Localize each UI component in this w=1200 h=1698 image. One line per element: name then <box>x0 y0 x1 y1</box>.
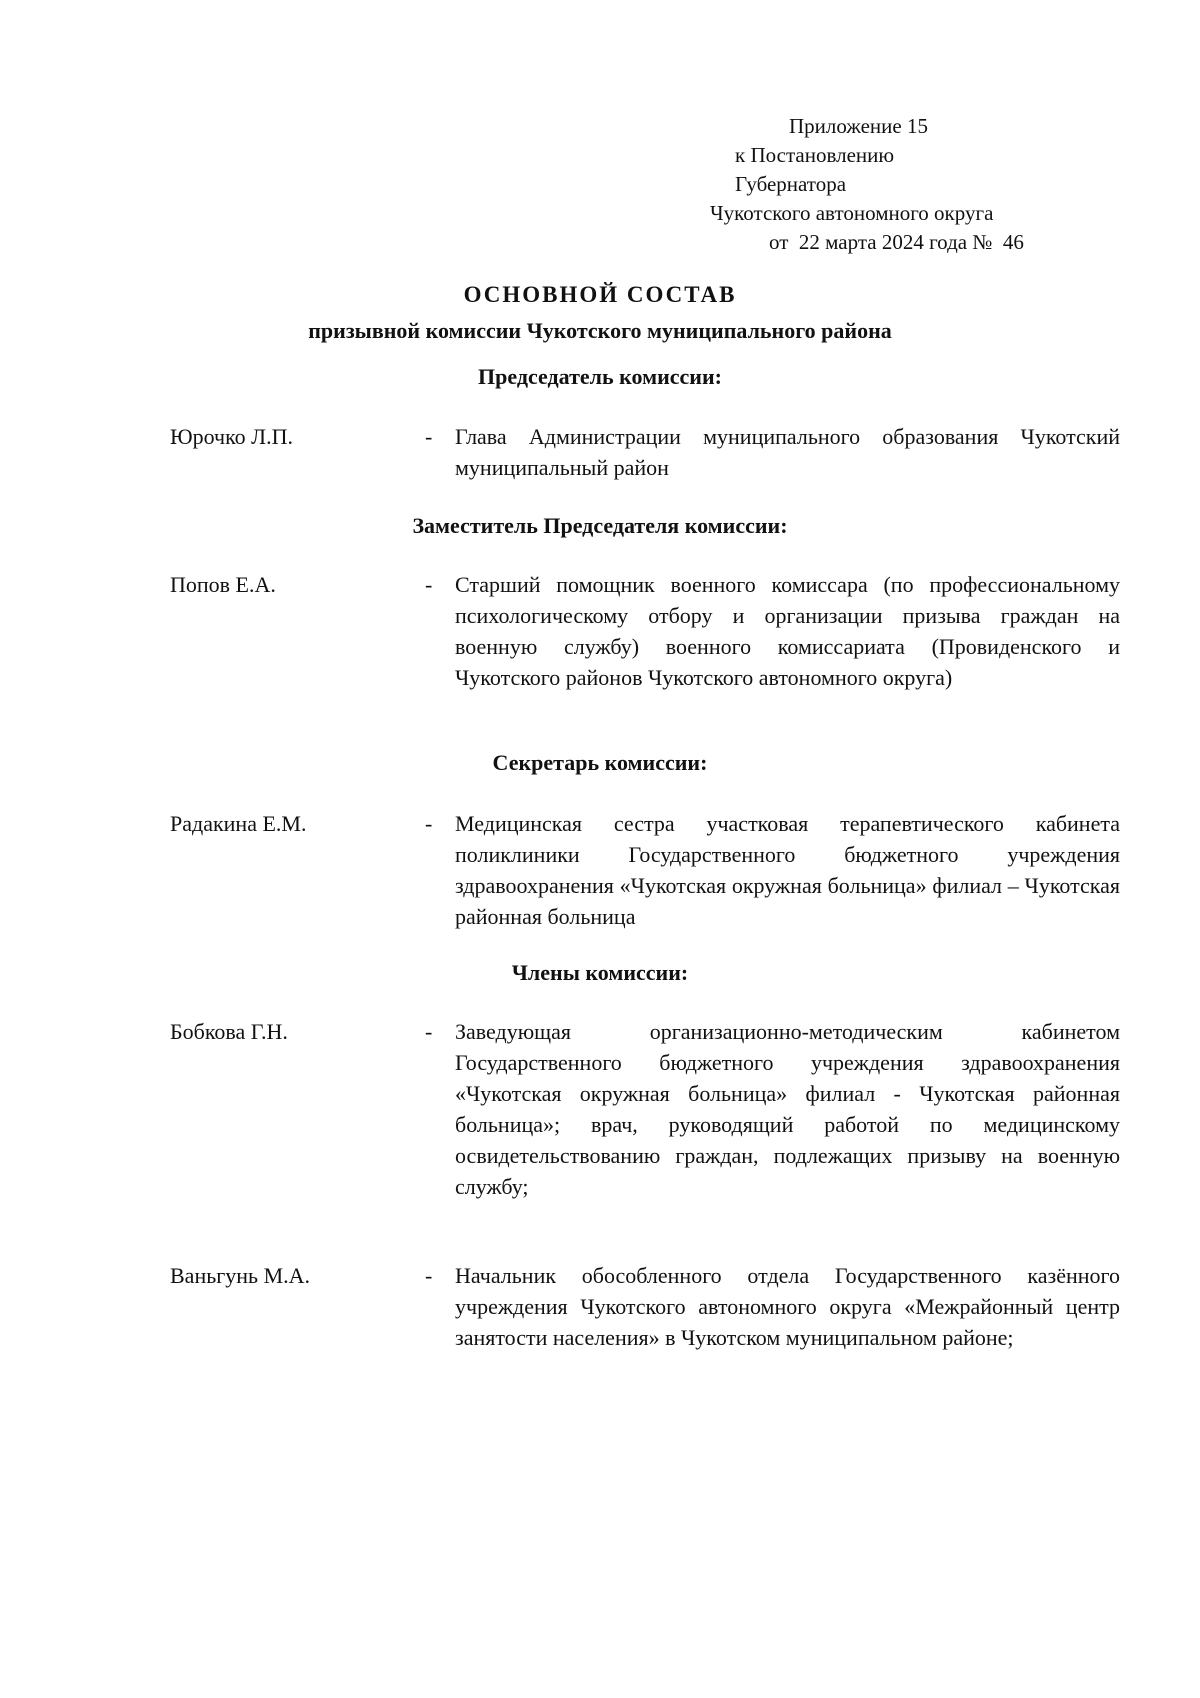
member-name: Попов Е.А. <box>170 572 276 597</box>
member-name: Бобкова Г.Н. <box>170 1019 288 1044</box>
member-name: Ваньгунь М.А. <box>170 1263 311 1288</box>
section-heading-members: Члены комиссии: <box>511 960 689 985</box>
member-dash: - <box>425 1019 433 1044</box>
member-name: Радакина Е.М. <box>170 811 307 836</box>
section-heading-secretary: Секретарь комиссии: <box>492 750 708 775</box>
member-position: Начальник обособленного отдела Государственного казённого учреждения Чукотского автономного округа «Межрайонный центр занятости населения» в Чукотском муниципальном районе; <box>455 1263 1120 1350</box>
appendix-date: от 22 марта 2024 года № 46 <box>769 230 1024 254</box>
appendix-reference <box>700 112 1024 257</box>
member-position: Глава Администрации муниципального образования Чукотский муниципальный район <box>455 424 1120 480</box>
member-position: Старший помощник военного комиссара (по профессиональному психологическому отбору и организации призыва граждан на военную службу) военного комиссариата (Провиденского и Чукотского районов Чукотского автономного округа) <box>455 572 1120 690</box>
member-dash: - <box>425 1263 433 1288</box>
section-heading-chairman: Председатель комиссии: <box>478 364 722 389</box>
member-name: Юрочко Л.П. <box>170 424 293 449</box>
document-title: ОСНОВНОЙ СОСТАВ <box>463 282 737 307</box>
document-subtitle: призывной комиссии Чукотского муниципального района <box>308 318 892 343</box>
appendix-number: Приложение 15 <box>789 114 928 138</box>
section-heading-deputy: Заместитель Председателя комиссии: <box>412 513 788 538</box>
member-position: Медицинская сестра участковая терапевтического кабинета поликлиники Государственного бюджетного учреждения здравоохранения «Чукотская окружная больница» филиал – Чукотская районная больница <box>455 811 1120 929</box>
appendix-region: Чукотского автономного округа <box>710 201 994 225</box>
appendix-decree: к Постановлению Губернатора <box>735 143 895 196</box>
member-dash: - <box>425 811 433 836</box>
member-position: Заведующая организационно-методическим кабинетом Государственного бюджетного учреждения здравоохранения «Чукотская окружная больница» филиал - Чукотская районная больница»; врач, руководящий работой по медицинскому освидетельствованию граждан, подлежащих призыву на военную службу; <box>455 1019 1120 1199</box>
member-dash: - <box>425 424 433 449</box>
member-dash: - <box>425 572 433 597</box>
